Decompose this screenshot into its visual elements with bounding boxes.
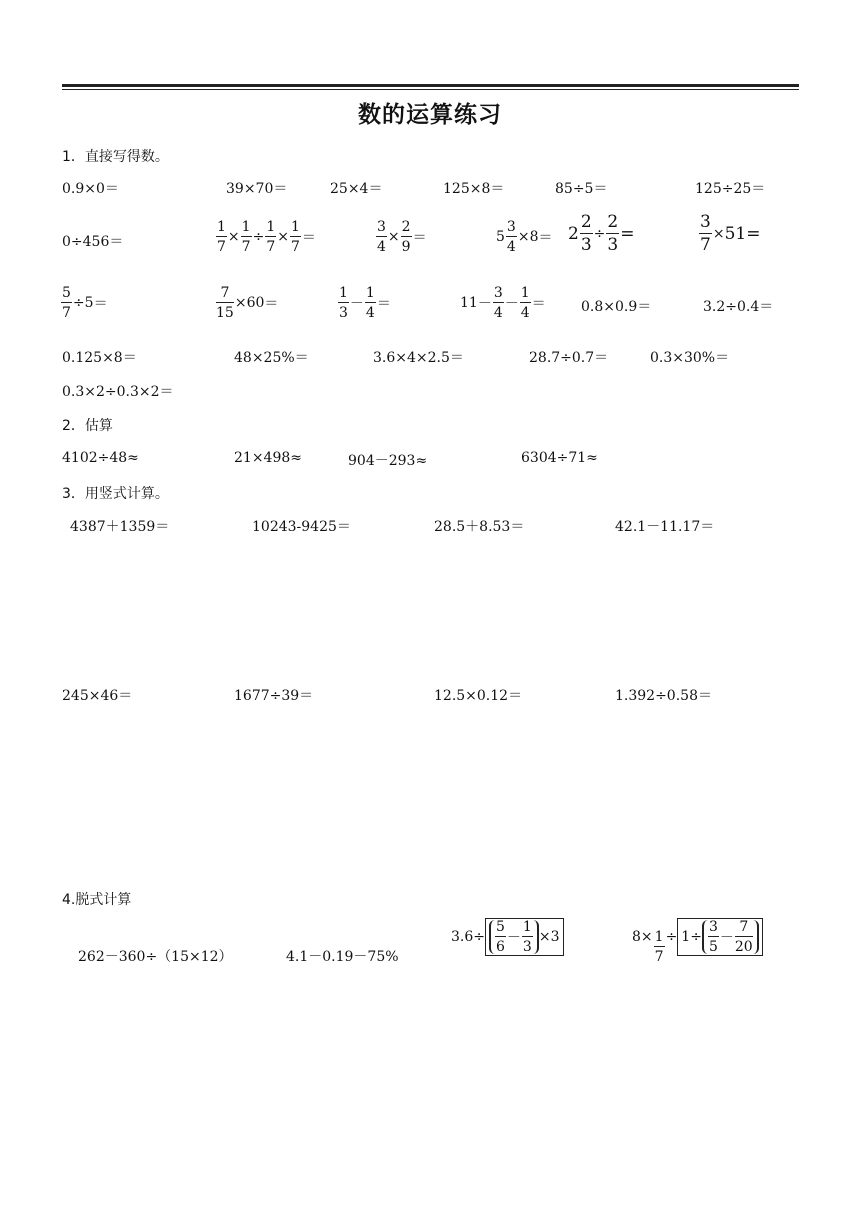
fraction-exercise: $\frac{7}{15}$ ×60＝ bbox=[216, 285, 279, 321]
vertical-calc-item: 245×46＝ bbox=[62, 688, 133, 704]
exercise: 3.6×4×2.5＝ bbox=[373, 350, 464, 366]
exercise: 0.125×8＝ bbox=[62, 350, 137, 366]
section-3-heading: 3．用竖式计算。 bbox=[62, 486, 169, 502]
estimate-item: 904－293≈ bbox=[348, 453, 428, 469]
fraction-exercise: $\frac{1}{3}$ － $\frac{1}{4}$ ＝ bbox=[339, 285, 391, 321]
estimate-item: 21×498≈ bbox=[234, 450, 302, 466]
fraction-exercise: $\frac{3}{7}$ ×51= bbox=[700, 212, 761, 255]
vertical-calc-item: 1.392÷0.58＝ bbox=[615, 688, 712, 704]
fraction-exercise: $\frac{5}{7}$ ÷5＝ bbox=[62, 285, 108, 321]
fraction-exercise: 11－ $\frac{3}{4}$ － $\frac{1}{4}$ ＝ bbox=[460, 285, 546, 321]
exercise: 0.9×0＝ bbox=[62, 181, 119, 197]
fraction-exercise: 2 $\frac{2}{3}$ ÷ $\frac{2}{3}$ = bbox=[568, 212, 635, 255]
fraction-exercise: $\frac{3}{4}$ × $\frac{2}{9}$ ＝ bbox=[377, 219, 427, 255]
exercise: 85÷5＝ bbox=[555, 181, 608, 197]
section-2-heading: 2．估算 bbox=[62, 418, 113, 434]
vertical-calc-item: 42.1－11.17＝ bbox=[615, 519, 715, 535]
header-rule-thin bbox=[62, 89, 799, 90]
fraction-exercise: 5 $\frac{3}{4}$ ×8＝ bbox=[496, 219, 553, 255]
section-4-heading: 4.脱式计算 bbox=[62, 892, 132, 908]
square-bracket: $\frac{5}{6}$ － $\frac{1}{3}$ ×3 bbox=[485, 918, 564, 956]
stepwise-calc-item: 4.1－0.19－75% bbox=[286, 949, 399, 965]
exercise: 3.2÷0.4＝ bbox=[703, 299, 774, 315]
stepwise-calc-item: 8× $\frac{1}{7}$ ÷ 1÷ $\frac{3}{5}$ － $\frac{7}{20}$ bbox=[632, 918, 763, 956]
exercise: 125÷25＝ bbox=[695, 181, 766, 197]
vertical-calc-item: 1677÷39＝ bbox=[234, 688, 314, 704]
page-title: 数的运算练习 bbox=[358, 102, 502, 128]
vertical-calc-item: 4387＋1359＝ bbox=[70, 519, 170, 535]
exercise: 28.7÷0.7＝ bbox=[529, 350, 609, 366]
estimate-item: 6304÷71≈ bbox=[521, 450, 598, 466]
parenthesis: $\frac{3}{5}$ － $\frac{7}{20}$ bbox=[702, 920, 759, 954]
vertical-calc-item: 10243-9425＝ bbox=[252, 519, 351, 535]
vertical-calc-item: 28.5＋8.53＝ bbox=[434, 519, 525, 535]
exercise: 0÷456＝ bbox=[62, 234, 124, 250]
square-bracket: 1÷ $\frac{3}{5}$ － $\frac{7}{20}$ bbox=[677, 918, 762, 956]
header-rule-thick bbox=[62, 84, 799, 87]
parenthesis: $\frac{5}{6}$ － $\frac{1}{3}$ bbox=[489, 920, 539, 954]
exercise: 0.3×2÷0.3×2＝ bbox=[62, 384, 174, 400]
exercise: 25×4＝ bbox=[330, 181, 383, 197]
exercise: 0.8×0.9＝ bbox=[581, 299, 652, 315]
fraction-exercise: $\frac{1}{7}$ × $\frac{1}{7}$ ÷ $\frac{1}{7}$ × $\frac{1}{7}$ ＝ bbox=[217, 219, 316, 255]
exercise: 48×25%＝ bbox=[234, 350, 309, 366]
exercise: 125×8＝ bbox=[443, 181, 505, 197]
estimate-item: 4102÷48≈ bbox=[62, 450, 139, 466]
vertical-calc-item: 12.5×0.12＝ bbox=[434, 688, 523, 704]
exercise: 39×70＝ bbox=[226, 181, 288, 197]
stepwise-calc-item: 262－360÷（15×12） bbox=[78, 949, 233, 965]
section-1-heading: 1．直接写得数。 bbox=[62, 149, 169, 165]
stepwise-calc-item: 3.6÷ $\frac{5}{6}$ － $\frac{1}{3}$ ×3 bbox=[451, 918, 564, 956]
exercise: 0.3×30%＝ bbox=[650, 350, 730, 366]
